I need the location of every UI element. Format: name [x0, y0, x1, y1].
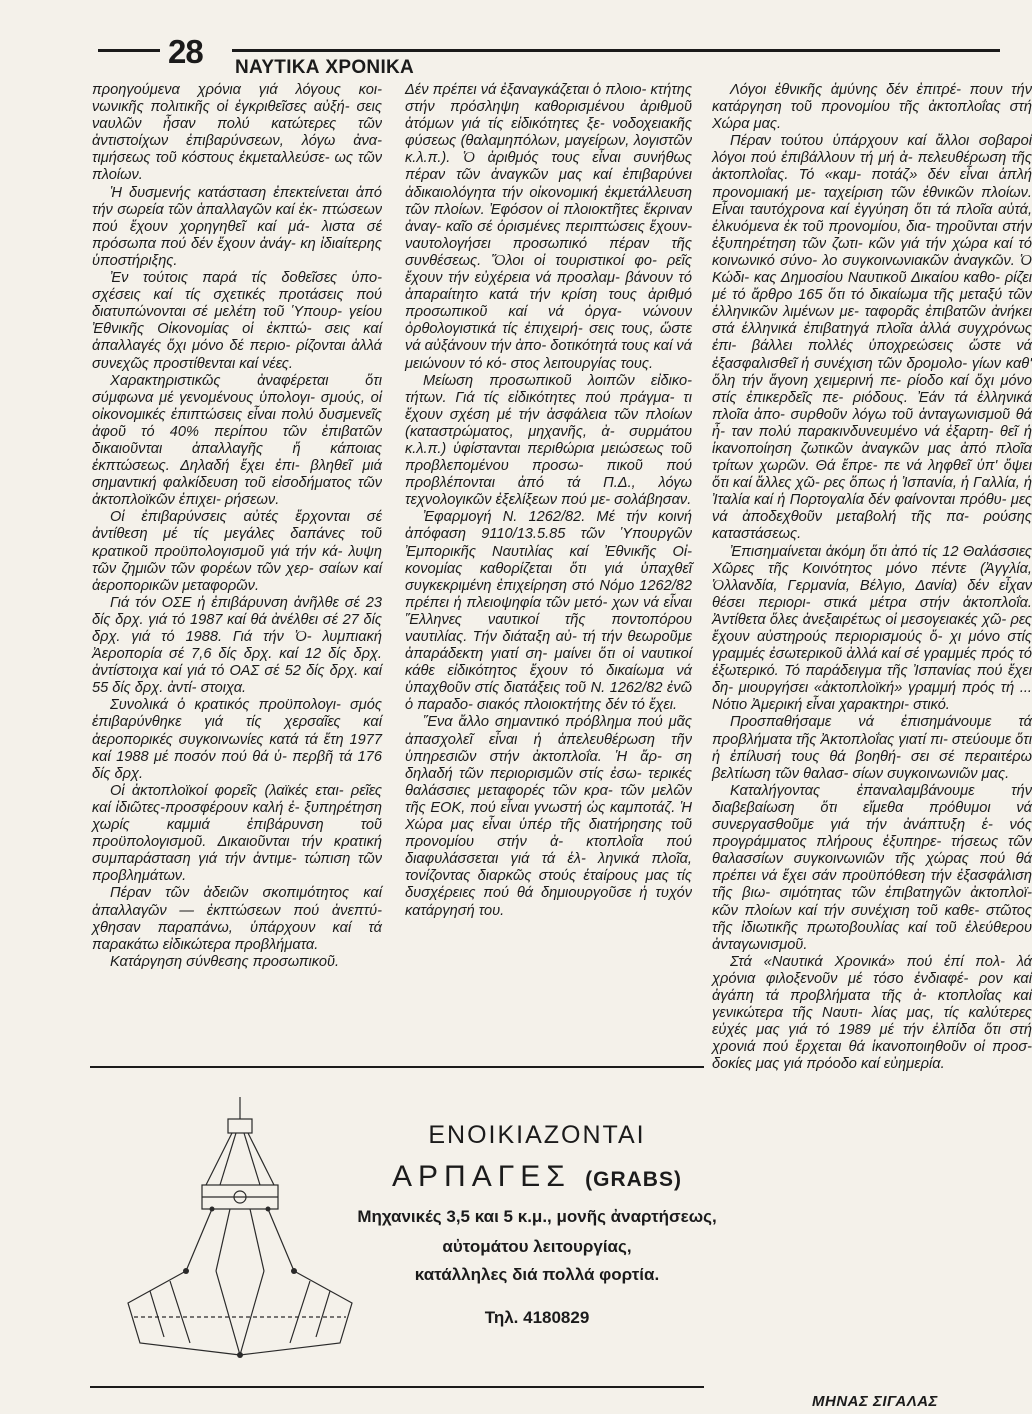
header-rule-left [98, 49, 160, 52]
advertisement-heading: ΕΝΟΙΚΙΑΖΟΝΤΑΙ [428, 1121, 646, 1149]
paragraph: Ἐν τούτοις παρά τίς δοθεῖσες ὑπο- σχέσεις καί τίς σχετικές προτάσεις πού διατυπώνονται σέ μελέτη τοῦ Ὑπουρ- γείου Ἐθνικῆς Οἰκονομίας οἱ ἐκπτώ- σεις καί ἀπαλλαγές ὄχι μόνο δέ περιο- ρίζονται ἀλλά συνεχῶς προστίθενται καί νέες. [92, 270, 382, 372]
paragraph: Οἱ ἐπιβαρύνσεις αὐτές ἔρχονται σέ ἀντίθεση μέ τίς μεγάλες δαπάνες τοῦ κρατικοῦ προϋπολογισμοῦ γιά τήν κά- λυψη τῶν ζημιῶν τῶν φορέων τῶν χερ- σαίων καί ἀεροπορικῶν μεταφορῶν. [92, 509, 382, 594]
header-rule-right [232, 49, 1000, 52]
product-name-latin: (GRABS) [585, 1168, 682, 1191]
paragraph: Στά «Ναυτικά Χρονικά» πού ἐπί πολ- λά χρόνια φιλοξενοῦν μέ τόσο ἐνδιαφέ- ρον καί ἀγάπη τά προβλήματα τῆς ἀ- κτοπλοΐας καί γενικώτερα τῆς Ναυτι- λίας μας, τίς καλύτερες εὐχές μας γιά τό 1989 μέ τήν ἐλπίδα ὅτι στή χρονιά πού ἔρχεται θά ἱκανοποιηθοῦν οἱ προσ- δοκίες μας γιά πρόοδο καί εὐημερία. [712, 953, 1032, 1073]
advertisement-line-1: Μηχανικές 3,5 και 5 κ.μ., μονῆς ἀναρτήσεως, [357, 1207, 717, 1226]
paragraph: Κατάργηση σύνθεσης προσωπικοῦ. [110, 953, 340, 970]
paragraph: Λόγοι ἐθνικῆς ἀμύνης δέν ἐπιτρέ- πουν τήν κατάργηση τοῦ προνομίου τῆς ἀκτοπλοΐας στή Χώρα μας. [712, 82, 1032, 133]
paragraph: Γιά τόν ΟΣΕ ἡ ἐπιβάρυνση ἀνῆλθε σέ 23 δίς δρχ. γιά τό 1987 καί θά ἀνέλθει σέ 27 δίς δρχ. γιά τό 1988. Γιά τήν Ὀ- λυμπιακή Ἀεροπορία σέ 7,6 δίς δρχ. καί 12 δίς δρχ. ἀντίστοιχα καί γιά τό ΟΑΣ σέ 52 δίς δρχ. καί 55 δίς δρχ. ἀντί- στοιχα. [92, 594, 382, 697]
paragraph: Χαρακτηριστικῶς ἀναφέρεται ὅτι σύμφωνα μέ γενομένους ὑπολογι- σμούς, οἱ οἰκονομικές ἐπιπτώσεις εἶναι πολύ δυσμενεῖς ἀφοῦ τό 40% περίπου τῶν ἐπιβατῶν δικαιοῦνται ἀπαλλαγῆς ἤ κάποιας ἐκπτώσεως. Δηλαδή ἔχει ἐπι- βληθεῖ μιά σημαντική φαλκίδευση τοῦ εἰσοδήματος τῶν ἀκτοπλοϊκῶν ἐπιχει- ρήσεων. [92, 372, 382, 509]
advertisement-line-3: κατάλληλες διά πολλά φορτία. [414, 1265, 660, 1284]
paragraph: Πέραν τῶν ἀδειῶν σκοπιμότητος καί ἀπαλλαγῶν — ἐκπτώσεων πού ἀνεπτύ- χθησαν παραπάνω, ὑπάρχουν καί τά παρακάτω εἰδικώτερα προβλήματα. [92, 885, 382, 953]
advertisement-phone: Τηλ. 4180829 [484, 1308, 590, 1327]
article-column-2 [405, 82, 692, 920]
grab-rental-advertisement [90, 1066, 717, 1388]
paragraph: Συνολικά ὁ κρατικός προϋπολογι- σμός ἐπιβαρύνθηκε γιά τίς χερσαῖες καί ἀεροπορικές συγκοινωνίες κατά τά ἔτη 1977 καί 1988 μέ ποσόν πού θά ὑ- περβῆ τά 176 δίς δρχ. [92, 697, 382, 782]
paragraph: Ἐφαρμογή Ν. 1262/82. Μέ τήν κοινή ἀπόφαση 9110/13.5.85 τῶν Ὑπουργῶν Ἐμπορικῆς Ναυτιλίας καί Ἐθνικῆς Οἰ- κονομίας καθορίζεται ὅτι γιά ὑπαχθεῖ συγκεκριμένη ἐπιχείρηση στό Νόμο 1262/82 πρέπει ἡ πλειοψηφία τῶν μετό- χων νά εἶναι Ἕλληνες ναυτικοί τῆς ποντοπόρου ναυτιλίας. Τήν διάταξη αὐ- τή τήν θεωροῦμε ἀπαράδεκτη γιατί ση- μαίνει ὅτι οἱ ναυτικοί κάθε εἰδικότητος ἔχουν τό δικαίωμα νά ὑπαχθοῦν στίς διατάξεις τοῦ Ν. 1262/82 ἐνῶ ὁ παραδο- σιακός πλοιοκτήτης δέν τό ἔχει. [405, 509, 692, 714]
paragraph: Ἐπισημαίνεται ἀκόμη ὅτι ἀπό τίς 12 Θαλάσσιες Χῶρες τῆς Κοινότητος μόνο πέντε (Ἀγγλία, Ὁλλανδία, Γερμανία, Βέλγιο, Δανία) δέν εἶχαν θέσει περιορι- στικά μέτρα στήν ἀκτοπλοΐα. Ἀντίθετα ὅλες ἀνεξαιρέτως οἱ μεσογειακές χῶ- ρες ἔχουν αὐστηρούς περιορισμούς ὄ- χι μόνο στίς γραμμές ἐσωτερικοῦ ἀλλά καί σέ γραμμές πρός τό ἐξωτερικό. Τό παράδειγμα τῆς Ἰσπανίας πού ἔχει δη- μιουργήσει «ἀκτοπλοϊκή» γραμμή πρός τή ... Νότιο Ἀμερική εἶναι χαρακτηρι- στικό. [712, 543, 1032, 714]
advertisement-text [357, 1068, 717, 1386]
paragraph: προηγούμενα χρόνια γιά λόγους κοι- νωνικῆς πολιτικῆς οἱ ἐγκριθεῖσες αὐξή- σεις ναυλῶν ἦσαν πολύ κατώτερες τῶν ἀντιστοίχων ἐπιβαρύνσεων, λόγω ἀνα- τιμήσεως τοῦ κόστους ἐκμεταλλεύσε- ως τῶν πλοίων. [92, 82, 382, 184]
page-header [0, 0, 1000, 80]
paragraph: Οἱ ἀκτοπλοϊκοί φορεῖς (λαϊκές εται- ρεῖες καί ἰδιῶτες-προσφέρουν καλή ἐ- ξυπηρέτηση χωρίς καμμιά ἐπιβάρυνση τοῦ προϋπολογισμοῦ. Δικαιοῦνται τήν κρατική συμπαράσταση γιά τήν ἀντιμε- τώπιση τῶν προβλημάτων. [92, 782, 382, 885]
paragraph: Μείωση προσωπικοῦ λοιπῶν εἰδικο- τήτων. Γιά τίς εἰδικότητες πού πράγμα- τι ἔχουν σχέση μέ τήν ἀσφάλεια τῶν πλοίων (καταστρώματος, μηχανῆς, ἀ- συρμάτου κ.λ.π.) ὑφίστανται περιθώρια μειώσεως τοῦ προβλεπομένου προσω- πικοῦ πού προβλέπονται ἀπό τά Π.Δ., λόγω τεχνολογικῶν ἐξελίξεων πού με- σολάβησαν. [405, 372, 692, 509]
article-column-1 [92, 82, 382, 971]
product-name: ΑΡΠΑΓΕΣ [392, 1160, 571, 1193]
advertisement-line-2: αὐτομάτου λειτουργίας, [442, 1237, 632, 1256]
advertisement-product [340, 1160, 734, 1197]
page-number: 28 [168, 33, 203, 70]
paragraph: Πέραν τούτου ὑπάρχουν καί ἄλλοι σοβαροί λόγοι πού ἐπιβάλλουν τή μή ἀ- πελευθέρωση τῆς ἀκτοπλοΐας. Τό «καμ- ποτάζ» δέν εἶναι ἁπλή προνομιακή με- ταχείριση τῶν ἐθνικῶν πλοίων. Εἶναι ταυτόχρονα καί ἐγγύηση ὅτι τά πλοῖα αὐτά, ἑλκυόμενα ἐκ τοῦ προνομίου, δια- τηροῦνται στήν ἐξυπηρέτηση τῶν ζωτι- κῶν γιά τήν χώρα καί τό κοινωνικό σύνο- λο συγκοινωνιακῶν ἀναγκῶν. Ὁ Κώδι- κας Δημοσίου Ναυτικοῦ Δικαίου καθο- ρίζει μέ τό ἄρθρο 165 ὅτι τό δικαίωμα τῆς μεταξύ τῶν ἑλληνικῶν λιμένων με- ταφορᾶς ἐπιβατῶν ἀνήκει στά ἑλληνικά ἐπιβατηγά πλοῖα ἀλλά συγχρόνως ἐπι- βάλλει πολλές ὑποχρεώσεις ὥστε νά ἐξασφαλισθεῖ ἡ συνέχιση τῶν δρομολο- γίων καθ' ὅλη τήν ἄγονη χειμερινή πε- ρίοδο καί ὄχι μόνο στίς ἐπικερδεῖς πε- ριόδους. Ἐάν τά ἑλληνικά πλοῖα ἀπο- συρθοῦν λόγω τοῦ ἀνταγωνισμοῦ θά ἦ- ταν πολύ παρακινδυνευμένο νά ἐξαρτη- θεῖ ἡ ἱκανοποίηση ζωτικῶν ἀναγκῶν μας ἀπό πλοῖα τρίτων χωρῶν. Θά ἔπρε- πε νά ληφθεῖ ὑπ' ὄψει ὅτι καί ἄλλες χῶ- ρες ὅπως ἡ Ἰσπανία, ἡ Γαλλία, ἡ Ἰταλία καί ἡ Πορτογαλία δέν φαίνονται πρόθυ- μες νά ἀποδεχθοῦν μεταβολή τῆς πα- ρούσης καταστάσεως. [712, 133, 1032, 543]
paragraph: Δέν πρέπει νά ἐξαναγκάζεται ὁ πλοιο- κτήτης στήν πρόσληψη καθορισμένου ἀριθμοῦ ἀτόμων γιά τίς εἰδικότητες ξε- νοδοχειακῆς φύσεως (θαλαμηπόλων, μαγείρων, λογιστῶν κ.λ.π.). Ὁ ἀριθμός τους εἶναι συνήθως πέραν τῶν ἀναγκῶν μας καί ἐπιβαρύνει ἀδικαιολόγητα τήν οἰκονομική ἐκμετάλλευση τῶν πλοίων. Ἐφόσον οἱ πλοιοκτῆτες ἔκριναν ἀναγ- καῖο σέ ὁρισμένες περιπτώσεις ἔχουν- ναυτολογήσει προσωπικό πέραν τῆς συνθέσεως. Ὅλοι οἱ τουριστικοί φο- ρεῖς ἔχουν τήν εὐχέρεια νά προσλαμ- βάνουν τό ἀπαραίτητο κατά τήν κρίση τους ἀριθμό προσωπικοῦ καί νά ὀργα- νώνουν ὀρθολογιστικά τίς ἐπιχειρή- σεις τους, ὥστε νά αὐξάνουν τήν ἀπο- δοτικότητά τους καί νά μειώνουν τό κό- στος λειτουργίας τους. [405, 82, 693, 372]
paragraph: Προσπαθήσαμε νά ἐπισημάνουμε τά προβλήματα τῆς Ἀκτοπλοΐας γιατί πι- στεύουμε ὅτι ἡ ἐπίλυσή τους θά βοηθή- σει σέ περαιτέρω βελτίωση τῶν θαλασ- σίων συγκοινωνιῶν μας. [712, 714, 1032, 782]
paragraph: Ἡ δυσμενής κατάσταση ἐπεκτείνεται ἀπό τήν σωρεία τῶν ἀπαλλαγῶν καί ἐκ- πτώσεων πού ἔχουν χορηγηθεῖ καί μά- λιστα σέ πρόσωπα πού δέν ἔχουν ἀνάγ- κη ἰδιαίτερης ὑποστήριξης. [92, 184, 382, 269]
paragraph: Καταλήγοντας ἐπαναλαμβάνουμε τήν διαβεβαίωση ὅτι εἴμεθα πρόθυμοι νά συνεργασθοῦμε γιά τήν ἀνάπτυξη ἑ- νός προγράμματος πλήρους ἐξυπηρε- τήσεως τῶν θαλασσίων συγκοινωνιῶν τῆς χώρας πού θά πρέπει νά ἔχει σάν προϋπόθεση τήν ἐξασφάλιση τῆς βιω- σιμότητας τῶν ἐπιβατηγῶν ἀκτοπλοϊ- κῶν πλοίων καί τήν συνέχιση τοῦ καθε- στῶτος τῆς ἰδιωτικῆς πρωτοβουλίας καί τοῦ ἐλεύθερου ἀνταγωνισμοῦ. [712, 782, 1032, 953]
paragraph: Ἕνα ἄλλο σημαντικό πρόβλημα πού μᾶς ἀπασχολεῖ εἶναι ἡ ἀπελευθέρωση τῆν ὑπηρεσιῶν στήν ἀκτοπλοΐα. Ἡ ἄρ- ση δηλαδή τῶν περιορισμῶν στίς ἐσω- τερικές θαλάσσιες μεταφορές τῶν κρα- τῶν μελῶν τῆς ΕΟΚ, πού εἶναι γνωστή ὡς καμποτάζ. Ἡ Χώρα μας εἶναι ὑπέρ τῆς διατήρησης τοῦ προνομίου στήν ἀ- κτοπλοΐα πού διαφυλάσσεται γιά τά ἑλ- ληνικά πλοῖα, τονίζοντας διαρκῶς στούς ἑταίρους μας τίς δυσχέρειες πού θά δημιουργοῦσε ἡ τυχόν κατάργησή του. [405, 714, 692, 919]
magazine-title: ΝΑΥΤΙΚΑ ΧΡΟΝΙΚΑ [235, 57, 415, 78]
article-column-3 [712, 82, 1032, 1073]
author-signature: ΜΗΝΑΣ ΣΙΓΑΛΑΣ [812, 1393, 938, 1410]
